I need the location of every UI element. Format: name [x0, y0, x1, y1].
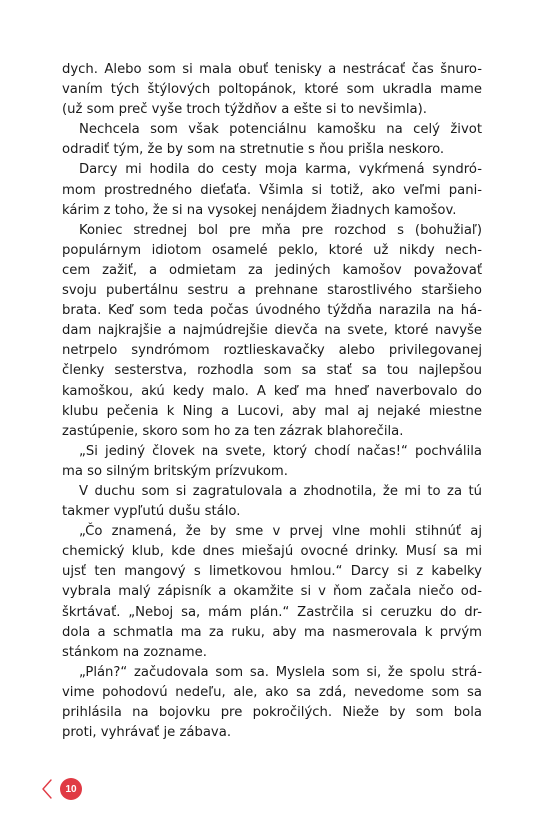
text-line: členky sesterstva, rozhodla som sa stať sa tou najlepšou	[62, 363, 482, 379]
text-line: (už som preč vyše troch týždňov a ešte si to nevšimla).	[62, 102, 427, 118]
text-line: vybrala malý zápisník a okamžite si v ňom začala niečo od-	[62, 584, 482, 600]
text-line: klubu pečenia k Ning a Lucovi, aby mal aj nejaké miestne	[62, 403, 482, 419]
text-line: prihlásila na bojovku pre pokročilých. Nieže by som bola	[62, 705, 482, 720]
page-footer	[40, 777, 82, 801]
text-line: zastúpenie, skoro som ho za ten zázrak blahorečila.	[62, 423, 404, 439]
text-line: netrpelo syndrómom roztlieskavačky alebo privilegovanej	[62, 343, 482, 359]
page-body-text	[62, 60, 482, 743]
page-number-badge: 10	[60, 778, 82, 800]
text-line: vaním tých štýlových poltopánok, ktoré som ukradla mame	[62, 82, 482, 98]
text-line: Nechcela som však potenciálnu kamošku na celý život	[79, 122, 482, 138]
text-line: Koniec strednej bol pre mňa pre rozchod s (bohužiaľ)	[79, 222, 482, 238]
text-line: cem zažiť, a odmietam za jediných kamošov považovať	[62, 262, 482, 278]
text-line: ma so silným britským prízvukom.	[62, 463, 288, 479]
text-line: „Plán?“ začudovala som sa. Myslela som si, že spolu strá-	[79, 664, 482, 680]
text-line: dam najkrajšie a najmúdrejšie dievča na svete, ktoré navyše	[62, 323, 482, 339]
text-line: stánkom na zozname.	[62, 644, 207, 660]
text-line: dych. Alebo som si mala obuť tenisky a nestrácať čas šnuro-	[62, 62, 482, 77]
text-line: kárim z toho, že si na vysokej nenájdem žiadnych kamošov.	[62, 202, 457, 218]
text-line: populárnym idiotom osamelé peklo, ktoré už nikdy nech-	[62, 242, 482, 258]
text-line: V duchu som si zagratulovala a zhodnotila, že mi to za tú	[79, 483, 482, 499]
text-line: „Čo znamená, že by sme v prvej vlne mohli stihnúť aj	[79, 524, 482, 540]
text-line: Darcy mi hodila do cesty moja karma, vykŕmená syndró-	[79, 162, 482, 178]
text-line: vime pohodovú nedeľu, ale, ako sa zdá, nevedome som sa	[62, 684, 482, 700]
text-line: škrtávať. „Neboj sa, mám plán.“ Zastrčila si ceruzku do dr-	[62, 604, 482, 620]
text-line: ujsť ten mangový s limetkovou hmlou.“ Darcy si z kabelky	[62, 564, 482, 580]
text-line: dola a schmatla ma za ruku, aby ma nasmerovala k prvým	[62, 624, 482, 640]
text-line: svoju pubertálnu sestru a prehnane starostlivého staršieho	[62, 283, 482, 299]
text-line: proti, vyhrávať je zábava.	[62, 725, 232, 741]
text-line: kamoškou, akú kedy malo. A keď ma hneď naverbovalo do	[62, 383, 482, 399]
text-line: takmer vypľutú dušu stálo.	[62, 504, 241, 520]
chevron-left-icon[interactable]	[40, 777, 54, 801]
text-line: brata. Keď som teda počas úvodného týždňa narazila na há-	[62, 303, 482, 319]
text-line: odradiť tým, že by som na stretnutie s ňou prišla neskoro.	[62, 142, 445, 158]
text-line: chemický klub, kde dnes miešajú ovocné drinky. Musí sa mi	[62, 544, 482, 560]
text-line: mom prostredného dieťaťa. Všimla si totiž, ako veľmi pani-	[62, 182, 482, 198]
text-line: „Si jediný človek na svete, ktorý chodí načas!“ pochválila	[79, 443, 482, 459]
